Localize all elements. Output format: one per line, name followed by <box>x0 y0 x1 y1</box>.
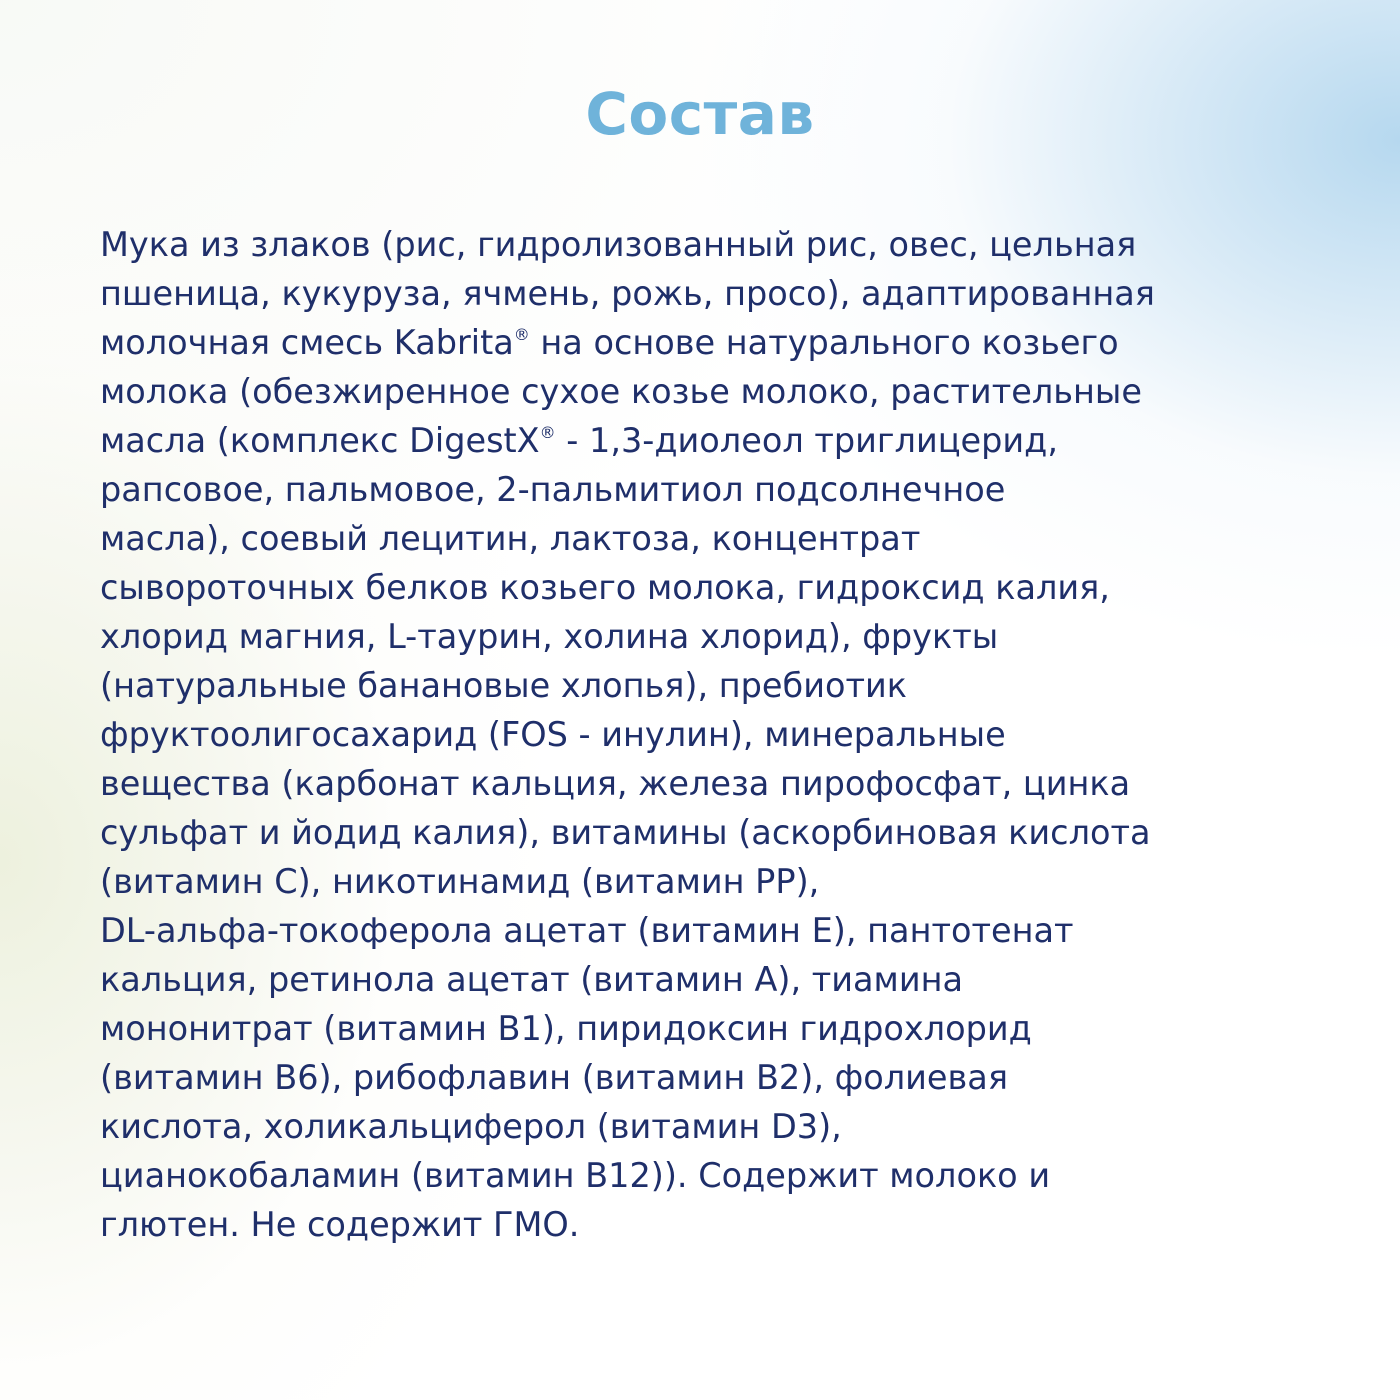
composition-line-text: кальция, ретинола ацетат (витамин А), тиамина <box>100 960 964 999</box>
registered-mark: ® <box>539 423 556 442</box>
composition-line <box>100 759 1320 808</box>
composition-line-text: хлорид магния, L-таурин, холина хлорид), фрукты <box>100 617 999 656</box>
composition-line-text: Мука из злаков (рис, гидролизованный рис, овес, цельная <box>100 225 1137 264</box>
composition-line <box>100 220 1320 269</box>
page-title: Состав <box>585 80 815 148</box>
composition-line <box>100 808 1320 857</box>
composition-text <box>100 220 1320 1249</box>
composition-line <box>100 563 1320 612</box>
composition-line <box>100 612 1320 661</box>
composition-line <box>100 1200 1320 1249</box>
composition-line-text: на основе натурального козьего <box>529 323 1119 362</box>
composition-line-text: пшеница, кукуруза, ячмень, рожь, просо), адаптированная <box>100 274 1155 313</box>
composition-line <box>100 1053 1320 1102</box>
composition-line <box>100 318 1320 367</box>
composition-line-text: мононитрат (витамин В1), пиридоксин гидрохлорид <box>100 1009 1032 1048</box>
composition-line-text: молока (обезжиренное сухое козье молоко, растительные <box>100 372 1142 411</box>
composition-line-text: сывороточных белков козьего молока, гидроксид калия, <box>100 568 1110 607</box>
composition-line <box>100 514 1320 563</box>
composition-line <box>100 416 1320 465</box>
composition-line-text: (витамин С), никотинамид (витамин РР), <box>100 862 820 901</box>
composition-line <box>100 1151 1320 1200</box>
composition-line-text: цианокобаламин (витамин В12)). Содержит молоко и <box>100 1156 1051 1195</box>
composition-line <box>100 1004 1320 1053</box>
composition-line-text: сульфат и йодид калия), витамины (аскорбиновая кислота <box>100 813 1151 852</box>
composition-line-text: фруктоолигосахарид (FOS - инулин), минеральные <box>100 715 1006 754</box>
composition-line-text: (натуральные банановые хлопья), пребиотик <box>100 666 907 705</box>
composition-line-text: масла), соевый лецитин, лактоза, концентрат <box>100 519 921 558</box>
registered-mark: ® <box>513 325 530 344</box>
composition-line <box>100 710 1320 759</box>
composition-line <box>100 857 1320 906</box>
composition-line-text: молочная смесь Kabrita <box>100 323 514 362</box>
composition-line-text: - 1,3-диолеол триглицерид, <box>555 421 1058 460</box>
composition-line <box>100 661 1320 710</box>
composition-line-text: вещества (карбонат кальция, железа пирофосфат, цинка <box>100 764 1131 803</box>
composition-line <box>100 1102 1320 1151</box>
composition-line <box>100 367 1320 416</box>
composition-line-text: (витамин В6), рибофлавин (витамин В2), фолиевая <box>100 1058 1008 1097</box>
composition-line-text: DL-альфа-токоферола ацетат (витамин Е), пантотенат <box>100 911 1074 950</box>
composition-line-text: рапсовое, пальмовое, 2-пальмитиол подсолнечное <box>100 470 1006 509</box>
composition-line-text: кислота, холикальциферол (витамин D3), <box>100 1107 842 1146</box>
composition-line-text: глютен. Не содержит ГМО. <box>100 1205 580 1244</box>
composition-line <box>100 955 1320 1004</box>
composition-line <box>100 269 1320 318</box>
composition-line <box>100 906 1320 955</box>
composition-line-text: масла (комплекс DigestX <box>100 421 540 460</box>
composition-line <box>100 465 1320 514</box>
